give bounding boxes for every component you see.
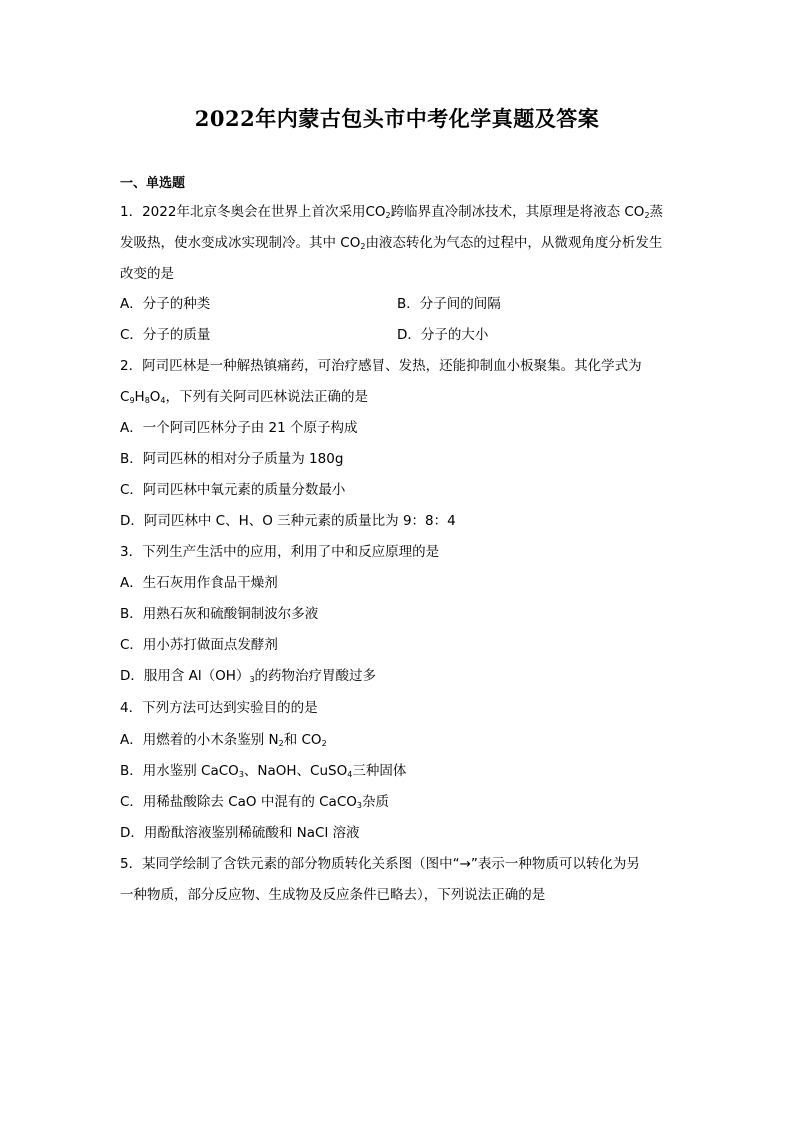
q3-option-d: D．服用含 $Al(OH)_3$的药物治疗胃酸过多 xyxy=(120,668,377,684)
q2-line-1: 2．阿司匹林是一种解热镇痛药，可治疗感冒、发热，还能抑制血小板聚集。其化学式为 xyxy=(120,358,642,374)
q2-option-c: C．阿司匹林中氧元素的质量分数最小 xyxy=(120,482,346,498)
q3-option-c: C．用小苏打做面点发酵剂 xyxy=(120,637,278,653)
q1-line-2: 发吸热，使水变成冰实现制冷。其中 $CO_2$由液态转化为气态的过程中，从微观角度分析发生 xyxy=(120,235,663,251)
q1-option-d: D．分子的大小 xyxy=(397,327,489,343)
q2-option-b: B．阿司匹林的相对分子质量为 180g xyxy=(120,451,344,467)
q2-option-a: A．一个阿司匹林分子由 21 个原子构成 xyxy=(120,420,358,436)
q3-option-a: A．生石灰用作食品干燥剂 xyxy=(120,575,278,591)
q4-option-d: D．用酚酞溶液鉴别稀硫酸和 NaCl 溶液 xyxy=(120,825,360,841)
q5-line-1: 5．某同学绘制了含铁元素的部分物质转化关系图（图中“→”表示一种物质可以转化为另 xyxy=(120,856,640,872)
q1-option-c: C．分子的质量 xyxy=(120,327,211,343)
q1-line-3: 改变的是 xyxy=(120,266,174,282)
q4-option-a: A．用燃着的小木条鉴别 $N_2$和 $CO_2$ xyxy=(120,732,327,748)
q1-option-a: A．分子的种类 xyxy=(120,296,211,312)
page-title: 2022年内蒙古包头市中考化学真题及答案 xyxy=(194,106,600,131)
q4-option-b: B．用水鉴别 CaCO$_3$、NaOH、CuSO$_4$三种固体 xyxy=(120,763,407,779)
q4-line-1: 4．下列方法可达到实验目的的是 xyxy=(120,700,318,716)
q1-option-b: B．分子间的间隔 xyxy=(397,296,501,312)
q1-line-1: 1．2022年北京冬奥会在世界上首次采用$CO_2$跨临界直冷制冰技术，其原理是将液态 $CO_2$蒸 xyxy=(120,204,664,220)
q3-option-b: B．用熟石灰和硫酸铜制波尔多液 xyxy=(120,606,319,622)
q2-line-2: $C_9H_8O_4$，下列有关阿司匹林说法正确的是 xyxy=(120,389,369,405)
q2-option-d: D．阿司匹林中 C、H、O 三种元素的质量比为 9：8：4 xyxy=(120,513,456,529)
q4-option-c: C．用稀盐酸除去 CaO 中混有的 CaCO$_3$杂质 xyxy=(120,794,389,810)
q3-line-1: 3．下列生产生活中的应用，利用了中和反应原理的是 xyxy=(120,544,440,560)
q5-line-2: 一种物质，部分反应物、生成物及反应条件已略去），下列说法正确的是 xyxy=(120,887,546,903)
section-heading: 一、单选题 xyxy=(120,176,186,191)
